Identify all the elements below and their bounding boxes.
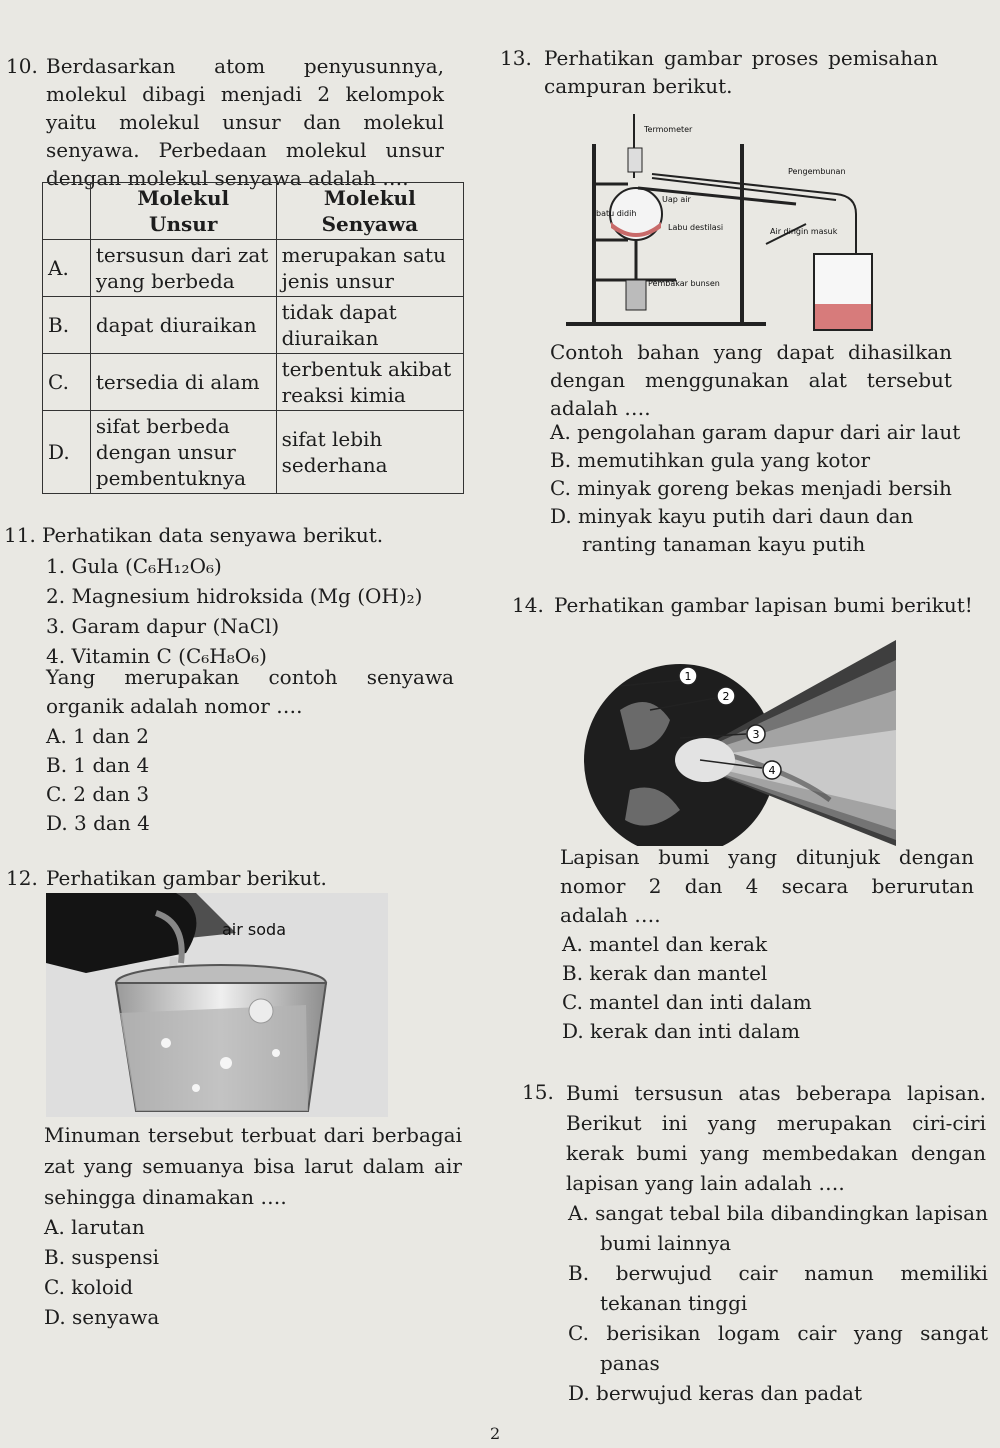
uap-air-label: Uap air [662, 195, 691, 204]
q14-question-line-3: adalah …. [560, 903, 661, 927]
option-c[interactable]: C. koloid [44, 1275, 134, 1299]
cell-unsur: tersedia di alam [90, 354, 276, 411]
option-c[interactable]: C. 2 dan 3 [46, 782, 150, 806]
option-c[interactable]: C. berisikan logam cair yang sangat panas [568, 1321, 988, 1375]
option-letter: A. [43, 240, 91, 297]
list-item: 1. Gula (C₆H₁₂O₆) [46, 554, 222, 578]
q13-intro-line-2: campuran berikut. [544, 74, 733, 98]
q10-line-3: yaitu molekul unsur dan molekul [46, 110, 444, 134]
q15-question-line-3: kerak bumi yang membedakan dengan [566, 1141, 986, 1165]
q13-intro-line-1: Perhatikan gambar proses pemisahan [544, 46, 938, 70]
option-a[interactable]: A. sangat tebal bila dibandingkan lapisan bumi lainnya [568, 1201, 988, 1255]
list-item: 4. Vitamin C (C₆H₈O₆) [46, 644, 267, 668]
q14-question [560, 843, 974, 930]
table-row[interactable] [43, 240, 464, 297]
q11-question-line-1: Yang merupakan contoh senyawa [46, 665, 454, 689]
cell-senyawa: terbentuk akibat reaksi kimia [276, 354, 463, 411]
pengembunan-label: Pengembunan [788, 167, 846, 176]
option-b[interactable]: B. memutihkan gula yang kotor [550, 448, 871, 472]
option-b[interactable]: B. kerak dan mantel [562, 961, 768, 985]
q15-options [568, 1198, 988, 1408]
option-c[interactable]: C. mantel dan inti dalam [562, 990, 812, 1014]
option-d[interactable]: D. kerak dan inti dalam [562, 1019, 800, 1043]
option-d[interactable]: D. berwujud keras dan padat [568, 1381, 862, 1405]
q10-line-5: dengan molekul senyawa adalah …. [46, 166, 409, 190]
q12-question [44, 1120, 462, 1213]
q10-line-2: molekul dibagi menjadi 2 kelompok [46, 82, 444, 106]
q10-stem [46, 52, 444, 192]
q10-line-1: Berdasarkan atom penyusunnya, [46, 54, 444, 78]
q14-options [562, 930, 812, 1046]
q13-question-line-3: adalah …. [550, 396, 651, 420]
option-a[interactable]: A. larutan [44, 1215, 145, 1239]
cell-senyawa: sifat lebih sederhana [276, 411, 463, 494]
table-corner-cell [43, 183, 91, 240]
q11-options [46, 722, 150, 838]
q13-intro [544, 44, 938, 100]
table-header-row [43, 183, 464, 240]
q13-options [550, 418, 960, 558]
labu-destilasi-label: Labu destilasi [668, 223, 724, 232]
batu-didih-label: batu didih [596, 209, 637, 218]
air-soda-label: air soda [222, 920, 286, 939]
q11-intro: Perhatikan data senyawa berikut. [42, 523, 384, 547]
q11-question-line-2: organik adalah nomor …. [46, 694, 303, 718]
q13-question-line-1: Contoh bahan yang dapat dihasilkan [550, 340, 952, 364]
cell-unsur: tersusun dari zat yang berbeda [90, 240, 276, 297]
q15-question-line-4: lapisan yang lain adalah …. [566, 1171, 845, 1195]
pembakar-label: Pembakar bunsen [648, 279, 720, 288]
header-molekul-unsur: Molekul Unsur [90, 183, 276, 240]
option-b[interactable]: B. 1 dan 4 [46, 753, 150, 777]
soda-water-photo [46, 893, 388, 1117]
q13-question-line-2: dengan menggunakan alat tersebut [550, 368, 952, 392]
option-letter: D. [43, 411, 91, 494]
table-row[interactable] [43, 297, 464, 354]
table-row[interactable] [43, 354, 464, 411]
layer-marker-3: 3 [752, 728, 760, 741]
q15-question [566, 1078, 986, 1198]
option-letter: B. [43, 297, 91, 354]
q12-intro: Perhatikan gambar berikut. [46, 866, 327, 890]
option-a[interactable]: A. mantel dan kerak [562, 932, 768, 956]
option-a[interactable]: A. 1 dan 2 [46, 724, 149, 748]
list-item: 2. Magnesium hidroksida (Mg (OH)₂) [46, 584, 423, 608]
distillation-diagram [556, 104, 886, 340]
option-letter: C. [43, 354, 91, 411]
q14-number: 14. [512, 593, 544, 617]
q10-line-4: senyawa. Perbedaan molekul unsur [46, 138, 444, 162]
air-dingin-label: Air dingin masuk [770, 227, 838, 236]
option-d[interactable]: D. minyak kayu putih dari daun dan ranting tanaman kayu putih [550, 504, 914, 556]
cell-senyawa: merupakan satu jenis unsur [276, 240, 463, 297]
page-number: 2 [490, 1424, 501, 1443]
layer-marker-2: 2 [722, 690, 730, 703]
q12-question-line-1: Minuman tersebut terbuat dari berbagai [44, 1123, 462, 1147]
layer-marker-4: 4 [768, 764, 776, 777]
termometer-label: Termometer [644, 125, 693, 134]
q14-question-line-1: Lapisan bumi yang ditunjuk dengan [560, 845, 974, 869]
q11-items [46, 551, 422, 671]
q15-question-line-1: Bumi tersusun atas beberapa lapisan. [566, 1081, 986, 1105]
option-c[interactable]: C. minyak goreng bekas menjadi bersih [550, 476, 952, 500]
cell-senyawa: tidak dapat diuraikan [276, 297, 463, 354]
table-row[interactable] [43, 411, 464, 494]
option-d[interactable]: D. 3 dan 4 [46, 811, 150, 835]
q12-question-line-2: zat yang semuanya bisa larut dalam air [44, 1154, 462, 1178]
q13-number: 13. [500, 46, 532, 70]
q13-question [550, 338, 952, 422]
option-b[interactable]: B. berwujud cair namun memiliki tekanan tinggi [568, 1261, 988, 1315]
option-d[interactable]: D. senyawa [44, 1305, 160, 1329]
q14-intro: Perhatikan gambar lapisan bumi berikut! [554, 593, 973, 617]
cell-unsur: sifat berbeda dengan unsur pembentuknya [90, 411, 276, 494]
q10-number: 10. [6, 54, 38, 78]
q12-question-line-3: sehingga dinamakan …. [44, 1185, 287, 1209]
q15-question-line-2: Berikut ini yang merupakan ciri-ciri [566, 1111, 986, 1135]
layer-marker-1: 1 [684, 670, 692, 683]
q10-answer-table [42, 182, 464, 494]
q15-number: 15. [522, 1080, 554, 1104]
cell-unsur: dapat diuraikan [90, 297, 276, 354]
q11-number: 11. [4, 523, 36, 547]
option-b[interactable]: B. suspensi [44, 1245, 159, 1269]
header-molekul-senyawa: Molekul Senyawa [276, 183, 463, 240]
option-a[interactable]: A. pengolahan garam dapur dari air laut [550, 420, 961, 444]
q12-number: 12. [6, 866, 38, 890]
q11-question [46, 663, 454, 721]
q14-question-line-2: nomor 2 dan 4 secara berurutan [560, 874, 974, 898]
q12-options [44, 1212, 159, 1332]
earth-layers-diagram [530, 620, 910, 846]
list-item: 3. Garam dapur (NaCl) [46, 614, 280, 638]
